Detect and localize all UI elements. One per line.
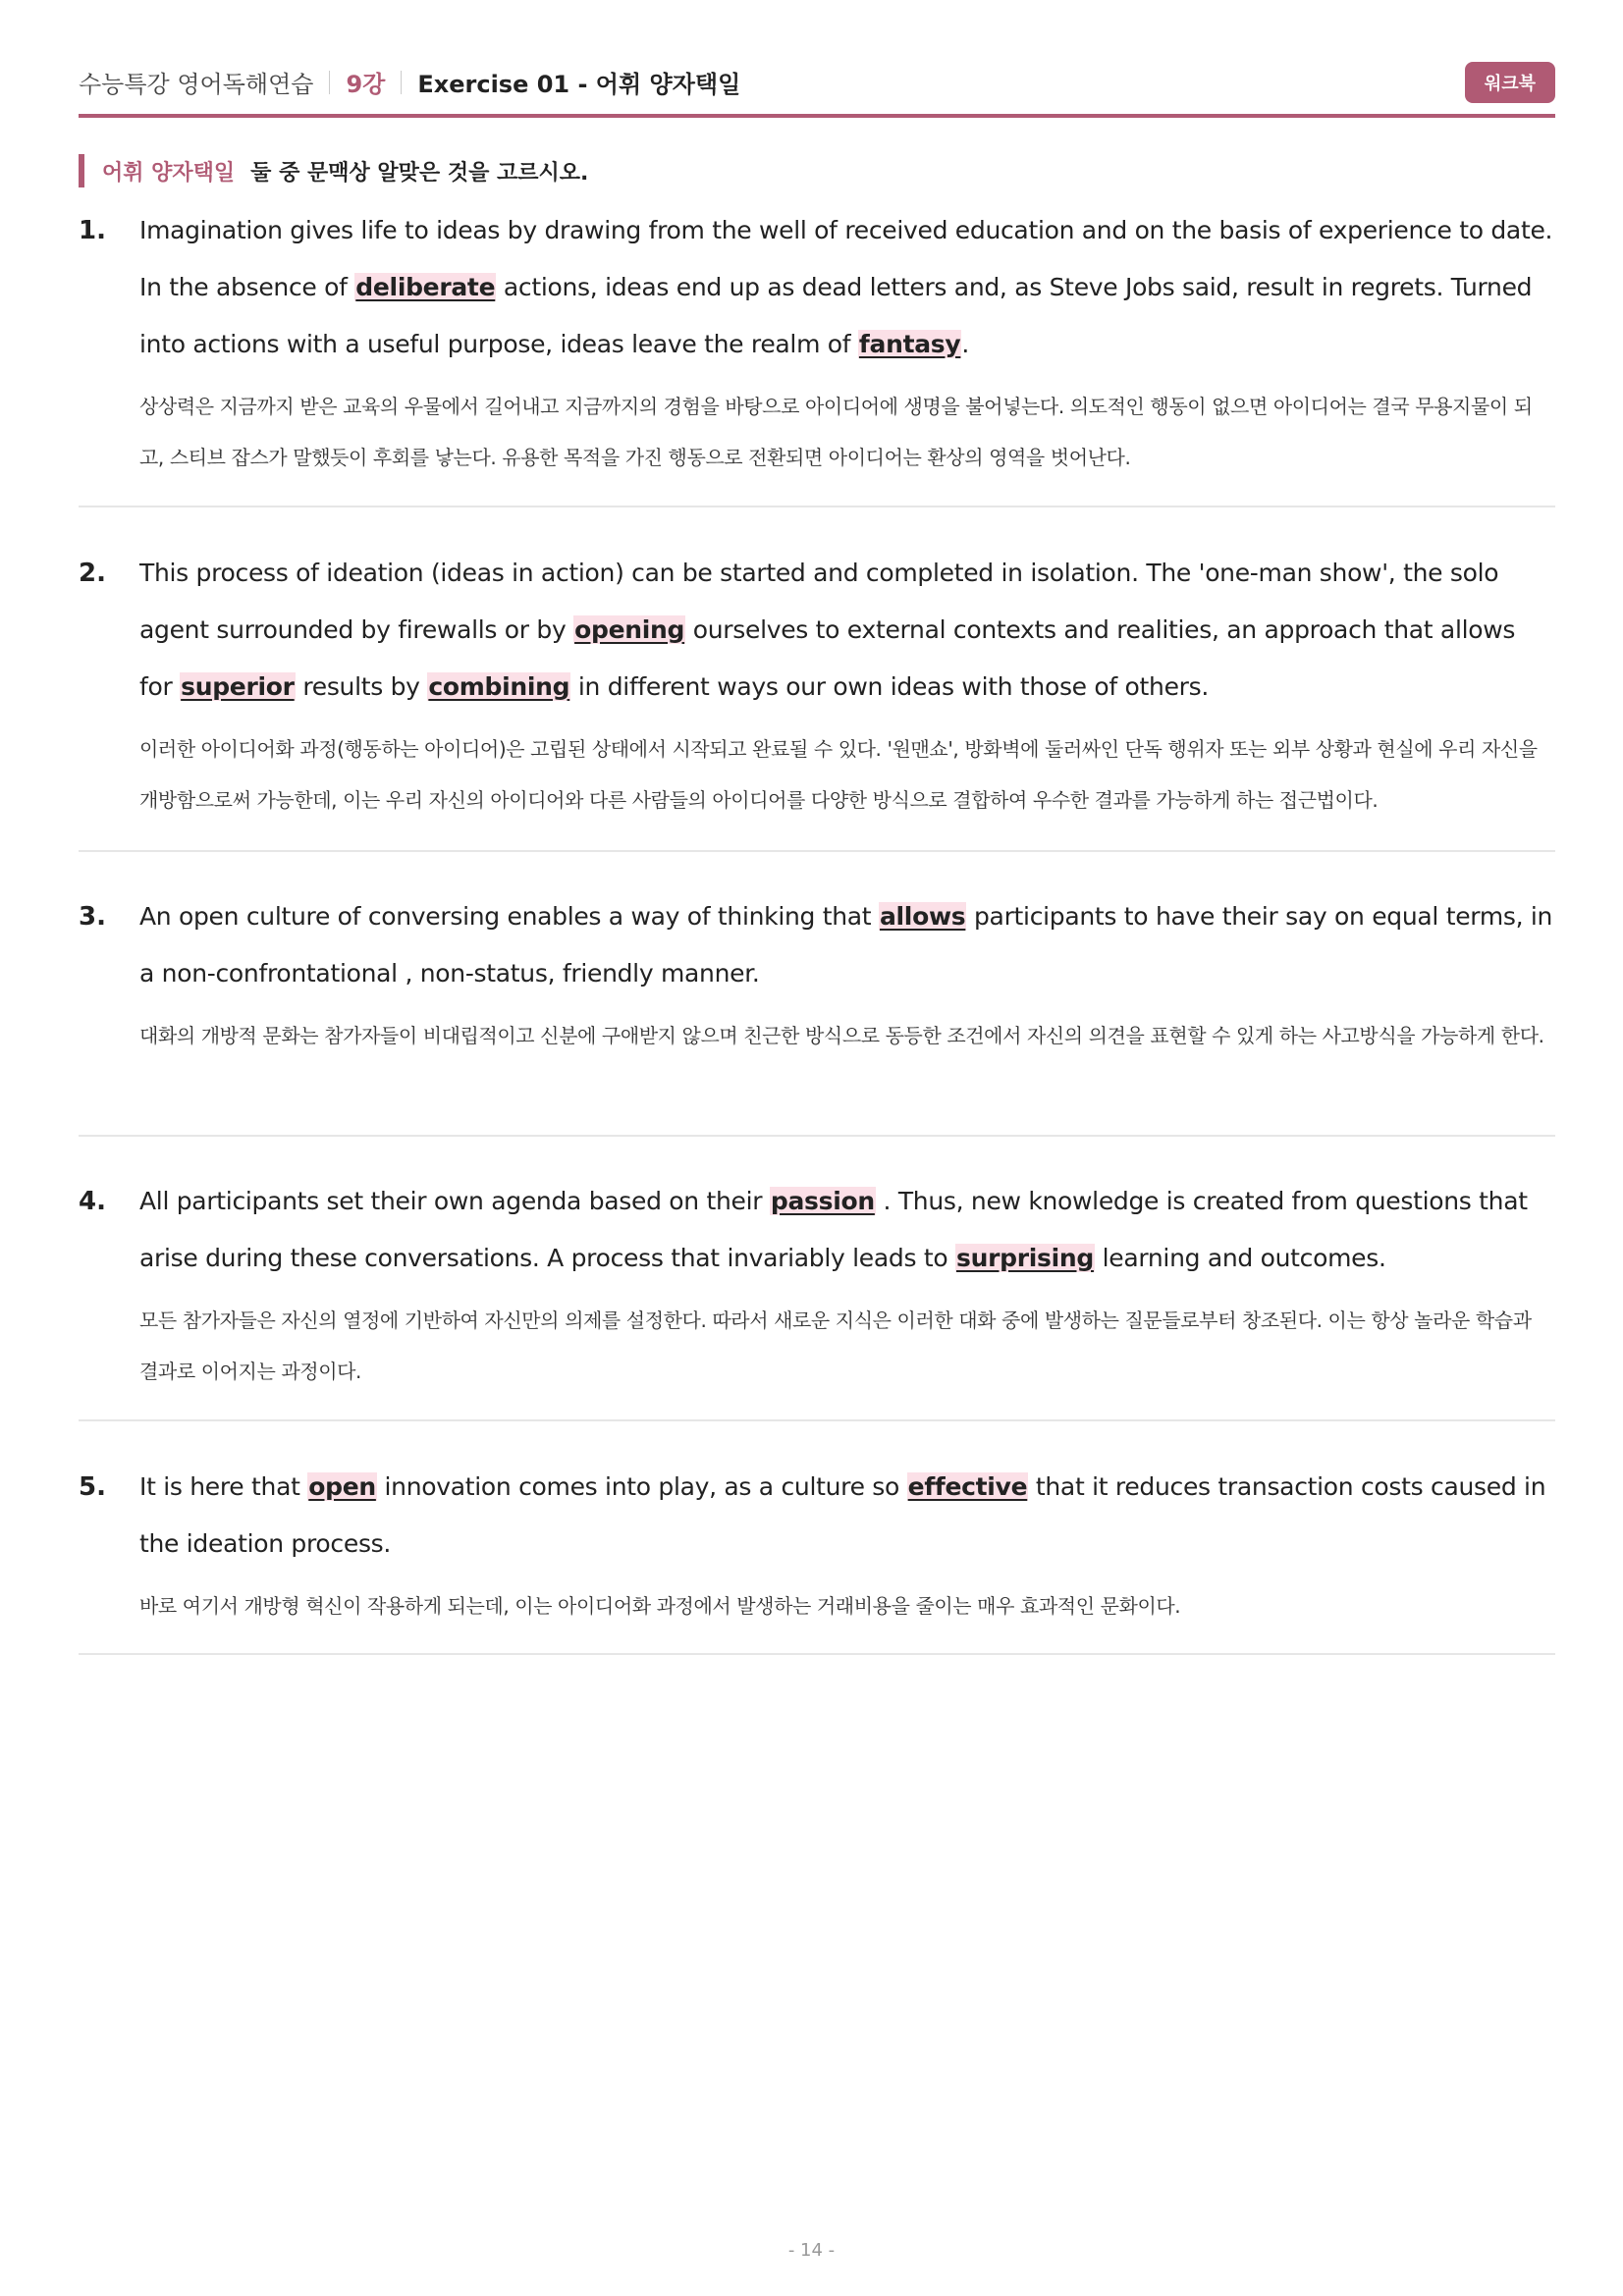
korean-translation: 바로 여기서 개방형 혁신이 작용하게 되는데, 이는 아이디어화 과정에서 발생하는 거래비용을 줄이는 매우 효과적인 문화이다. (139, 1594, 1181, 1618)
question-number: 4. (79, 1187, 106, 1216)
page-header (79, 0, 1555, 118)
vocab-choice[interactable]: opening (574, 615, 685, 644)
vocab-choice[interactable]: deliberate (355, 273, 496, 301)
vocab-choice[interactable]: open (308, 1472, 376, 1501)
workbook-badge: 워크북 (1465, 62, 1555, 103)
question-number: 3. (79, 902, 106, 932)
english-sentence: It is here that open innovation comes into play, as a culture so effective that it reduces transaction costs caused in the ideation process. (139, 1472, 1546, 1558)
header-separator (401, 71, 402, 94)
question-item-3 (79, 888, 1555, 1061)
item-divider (79, 1653, 1555, 1655)
english-sentence: An open culture of conversing enables a way of thinking that allows participants to have their say on equal terms, in a non-confrontational , non-status, friendly manner. (139, 902, 1553, 988)
item-divider (79, 850, 1555, 852)
worksheet-page (79, 0, 1555, 1618)
lesson-label: 9강 (346, 71, 386, 98)
instruction-text: 둘 중 문맥상 알맞은 것을 고르시오. (250, 160, 589, 186)
question-item-1 (79, 202, 1555, 483)
item-divider (79, 1135, 1555, 1137)
book-title: 수능특강 영어독해연습 (79, 71, 314, 98)
question-item-4 (79, 1173, 1555, 1397)
instruction-bar (79, 154, 588, 187)
question-number: 2. (79, 559, 106, 588)
english-sentence: This process of ideation (ideas in action) can be started and completed in isolation. The 'one-man show', the solo agent surrounded by firewalls or by opening ourselves to external contexts and realities, an approach that allows for superior results by combining in different ways our own ideas with those of others. (139, 559, 1516, 701)
question-number: 1. (79, 216, 106, 245)
korean-translation: 이러한 아이디어화 과정(행동하는 아이디어)은 고립된 상태에서 시작되고 완료될 수 있다. '원맨쇼', 방화벽에 둘러싸인 단독 행위자 또는 외부 상황과 현실에 우리 자신을 개방함으로써 가능한데, 이는 우리 자신의 아이디어와 다른 사람들의 아이디어를 다양한 방식으로 결합하여 우수한 결과를 가능하게 하는 접근법이다. (139, 737, 1538, 812)
instruction-tag: 어휘 양자택일 (102, 160, 236, 186)
question-item-2 (79, 545, 1555, 826)
header-breadcrumb (79, 65, 740, 99)
item-divider (79, 506, 1555, 507)
question-item-5 (79, 1459, 1555, 1631)
vocab-choice[interactable]: effective (907, 1472, 1028, 1501)
vocab-choice[interactable]: surprising (956, 1244, 1094, 1272)
vocab-choice[interactable]: allows (879, 902, 966, 931)
page-number: - 14 - (787, 2240, 836, 2261)
vocab-choice[interactable]: passion (770, 1187, 875, 1215)
vocab-choice[interactable]: combining (428, 672, 570, 701)
korean-translation: 상상력은 지금까지 받은 교육의 우물에서 길어내고 지금까지의 경험을 바탕으로 아이디어에 생명을 불어넣는다. 의도적인 행동이 없으면 아이디어는 결국 무용지물이 되고, 스티브 잡스가 말했듯이 후회를 낳는다. 유용한 목적을 가진 행동으로 전환되면 아이디어는 환상의 영역을 벗어난다. (139, 395, 1533, 469)
exercise-title: Exercise 01 - 어휘 양자택일 (417, 71, 741, 98)
vocab-choice[interactable]: superior (181, 672, 295, 701)
korean-translation: 대화의 개방적 문화는 참가자들이 비대립적이고 신분에 구애받지 않으며 친근한 방식으로 동등한 조건에서 자신의 의견을 표현할 수 있게 하는 사고방식을 가능하게 한다. (139, 1024, 1544, 1047)
item-divider (79, 1419, 1555, 1421)
english-sentence: Imagination gives life to ideas by drawing from the well of received education and on the basis of experience to date. In the absence of deliberate actions, ideas end up as dead letters and, as Steve Jobs said, result in regrets. Turned into actions with a useful purpose, ideas leave the realm of fantasy. (139, 216, 1553, 358)
question-number: 5. (79, 1472, 106, 1502)
korean-translation: 모든 참가자들은 자신의 열정에 기반하여 자신만의 의제를 설정한다. 따라서 새로운 지식은 이러한 대화 중에 발생하는 질문들로부터 창조된다. 이는 항상 놀라운 학습과 결과로 이어지는 과정이다. (139, 1308, 1532, 1383)
vocab-choice[interactable]: fantasy (858, 330, 961, 358)
header-separator (329, 71, 330, 94)
english-sentence: All participants set their own agenda based on their passion . Thus, new knowledge is created from questions that arise during these conversations. A process that invariably leads to surprising learning and outcomes. (139, 1187, 1528, 1272)
